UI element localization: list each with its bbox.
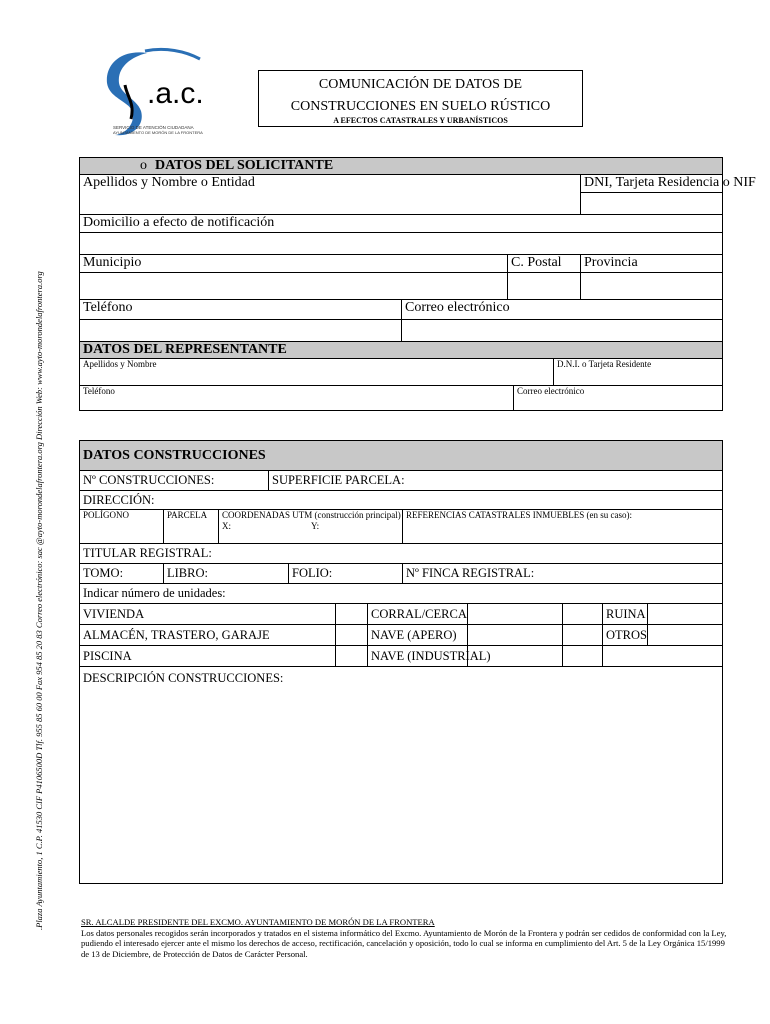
nave-industrial-label: NAVE (INDUSTRIAL) <box>368 646 468 667</box>
vivienda-label: VIVIENDA <box>80 604 336 625</box>
libro-label: LIBRO: <box>167 566 208 580</box>
direccion-field[interactable] <box>80 491 723 510</box>
footer-privacy-notice: Los datos personales recogidos serán incorporados y tratados en el sistema informático del Excmo. Ayuntamiento de Morón de la Frontera y podrán ser cedidos de conformidad con la Ley, pudiendo el interesado ejercer ante el mismo los derechos de acceso, rectificación, cancelación y oposición, todo lo cual se informa en cumplimiento del Art. 5 de la Ley Orgánica 15/1999 de 13 de Diciembre, de Protección de Datos de Carácter Personal. <box>81 927 727 959</box>
coord-y-label: Y: <box>311 521 320 531</box>
corral-count-field[interactable] <box>563 604 603 625</box>
direccion-label: DIRECCIÓN: <box>83 492 155 507</box>
domicilio-field[interactable] <box>80 233 723 255</box>
tomo-label: TOMO: <box>83 566 124 580</box>
referencias-label: REFERENCIAS CATASTRALES INMUEBLES (en su caso): <box>406 510 633 520</box>
indicar-label: Indicar número de unidades: <box>80 584 723 604</box>
rep-nombre-label: Apellidos y Nombre <box>83 359 157 369</box>
construcciones-header: DATOS CONSTRUCCIONES <box>80 441 723 471</box>
vivienda-count-field[interactable] <box>336 604 368 625</box>
representante-table <box>79 341 723 411</box>
cpostal-label: C. Postal <box>508 255 581 273</box>
cpostal-field[interactable] <box>508 273 581 300</box>
logo-subtext-1: SERVICIO DE ATENCIÓN CIUDADANA <box>113 125 194 130</box>
correo-field[interactable] <box>402 320 723 342</box>
municipio-label: Municipio <box>80 255 508 273</box>
descripcion-label: DESCRIPCIÓN CONSTRUCCIONES: <box>83 671 284 685</box>
nombre-field[interactable] <box>80 193 581 215</box>
footer-addressee: SR. ALCALDE PRESIDENTE DEL EXCMO. AYUNTAMIENTO DE MORÓN DE LA FRONTERA <box>81 917 435 927</box>
telefono-label: Teléfono <box>80 300 402 320</box>
sac-logo-graphic <box>85 45 245 140</box>
correo-label: Correo electrónico <box>402 300 723 320</box>
nave-apero-spacer <box>468 625 563 646</box>
rep-correo-label: Correo electrónico <box>517 386 585 396</box>
nombre-label: Apellidos y Nombre o Entidad <box>80 175 581 193</box>
otros-label: OTROS <box>603 625 648 646</box>
ruina-count-field[interactable] <box>648 604 723 625</box>
rep-nombre-field[interactable] <box>80 359 554 386</box>
rep-dni-label: D.N.I. o Tarjeta Residente <box>557 359 652 369</box>
representante-header: DATOS DEL REPRESENTANTE <box>80 342 723 359</box>
referencias-field[interactable] <box>403 510 723 544</box>
title-line-2: CONSTRUCCIONES EN SUELO RÚSTICO <box>290 99 551 114</box>
bullet-icon: o <box>140 158 147 173</box>
coordenadas-field[interactable] <box>219 510 403 544</box>
tomo-field[interactable] <box>80 564 164 584</box>
solicitante-header-label: DATOS DEL SOLICITANTE <box>155 158 334 173</box>
provincia-field[interactable] <box>581 273 723 300</box>
solicitante-header <box>80 158 723 175</box>
rep-correo-field[interactable] <box>514 386 723 411</box>
solicitante-table <box>79 157 756 342</box>
libro-field[interactable] <box>164 564 289 584</box>
titular-label: TITULAR REGISTRAL: <box>83 546 212 560</box>
almacen-label: ALMACÉN, TRASTERO, GARAJE <box>80 625 336 646</box>
domicilio-label: Domicilio a efecto de notificación <box>80 215 723 233</box>
folio-field[interactable] <box>289 564 403 584</box>
piscina-count-field[interactable] <box>336 646 368 667</box>
otros-count-field[interactable] <box>648 625 723 646</box>
municipio-field[interactable] <box>80 273 508 300</box>
title-line-3: A EFECTOS CATASTRALES Y URBANÍSTICOS <box>333 116 508 125</box>
construcciones-table <box>79 440 723 884</box>
nave-apero-label: NAVE (APERO) <box>368 625 468 646</box>
logo-subtext-2: AYUNTAMIENTO DE MORÓN DE LA FRONTERA <box>113 130 203 135</box>
dni-label: DNI, Tarjeta Residencia o NIF <box>581 175 723 193</box>
corral-label: CORRAL/CERCA <box>368 604 468 625</box>
coord-x-label: X: <box>222 521 231 531</box>
ruina-label: RUINA <box>603 604 648 625</box>
nave-apero-count-field[interactable] <box>563 625 603 646</box>
corral-count-spacer <box>468 604 563 625</box>
piscina-label: PISCINA <box>80 646 336 667</box>
sidebar-address-text: .Plaza Ayuntamiento, 1 C.P. 41530 CIF P4106500D Tlf. 955 85 60 00 Fax 954 85 20 83 Correo electrónico: sac @ayto-morondelafrontera.org Dirección Web: www.ayto-morondelafrontera.org <box>34 271 44 930</box>
superficie-field[interactable] <box>269 471 723 491</box>
provincia-label: Provincia <box>581 255 723 273</box>
rep-telefono-field[interactable] <box>80 386 514 411</box>
folio-label: FOLIO: <box>292 566 333 580</box>
titular-field[interactable] <box>80 544 723 564</box>
almacen-count-field[interactable] <box>336 625 368 646</box>
form-title-box <box>258 70 583 127</box>
num-construcciones-field[interactable] <box>80 471 269 491</box>
finca-field[interactable] <box>403 564 723 584</box>
nave-industrial-count-field[interactable] <box>563 646 603 667</box>
rep-telefono-label: Teléfono <box>83 386 115 396</box>
coordenadas-label: COORDENADAS UTM (construcción principal) <box>222 510 401 520</box>
dni-field[interactable] <box>581 193 723 215</box>
descripcion-field[interactable] <box>80 667 723 884</box>
finca-label: Nº FINCA REGISTRAL: <box>406 566 535 580</box>
poligono-label: POLÍGONO <box>83 510 129 520</box>
parcela-label: PARCELA <box>167 510 208 520</box>
logo-text: .a.c. <box>147 77 204 110</box>
title-line-1: COMUNICACIÓN DE DATOS DE <box>318 77 523 92</box>
num-construcciones-label: Nº CONSTRUCCIONES: <box>83 473 215 487</box>
sac-logo <box>85 45 245 140</box>
poligono-field[interactable] <box>80 510 164 544</box>
superficie-label: SUPERFICIE PARCELA: <box>272 473 405 487</box>
rep-dni-field[interactable] <box>554 359 723 386</box>
parcela-field[interactable] <box>164 510 219 544</box>
empty-cell <box>603 646 723 667</box>
telefono-field[interactable] <box>80 320 402 342</box>
footer <box>81 917 731 959</box>
